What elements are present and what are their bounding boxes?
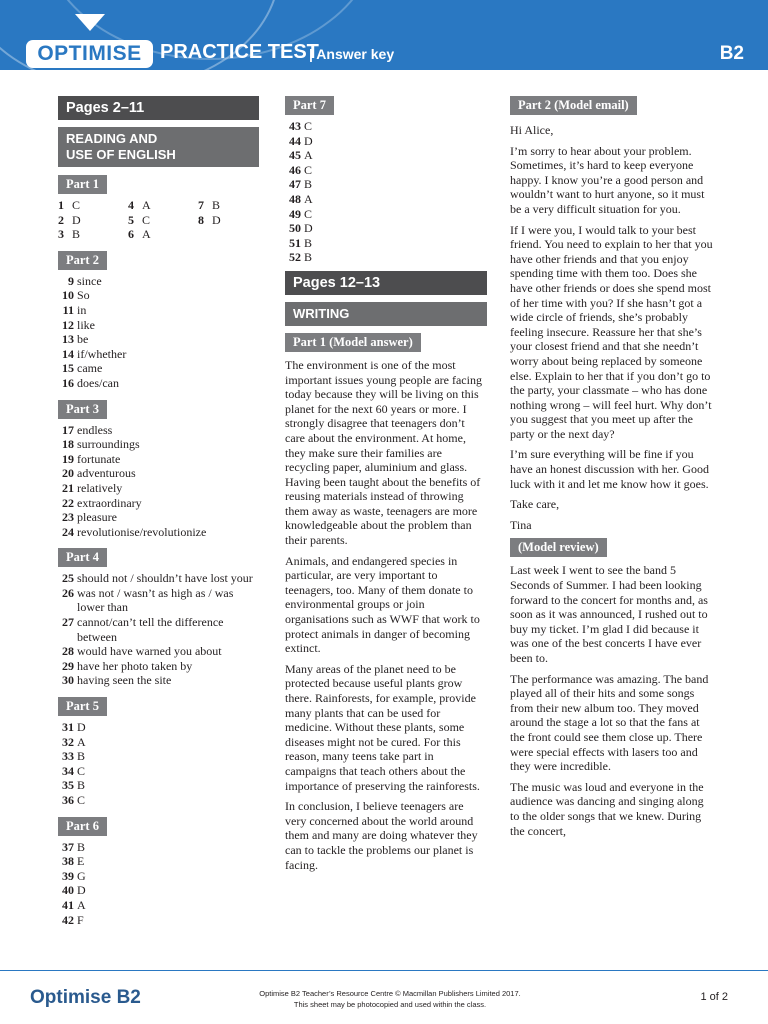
part-5-answers bbox=[58, 720, 259, 808]
pages-heading: Pages 2–11 bbox=[58, 96, 259, 120]
answer-item bbox=[58, 659, 259, 674]
answer-number: 5 bbox=[128, 212, 134, 227]
answer-number: 18 bbox=[62, 437, 74, 452]
answer-text: D bbox=[77, 720, 86, 735]
answer-number: 40 bbox=[62, 883, 74, 898]
page-subtitle: | Answer key bbox=[309, 46, 395, 62]
part-4-answers bbox=[58, 571, 259, 688]
page-title: PRACTICE TEST bbox=[160, 41, 319, 63]
email-body bbox=[510, 144, 715, 492]
paragraph: In conclusion, I believe teenagers are very concerned about the world around them and many are doing whatever they can to tackle the problems our planet is facing. bbox=[285, 799, 478, 872]
answer-item bbox=[285, 148, 487, 163]
answer-number: 12 bbox=[62, 317, 74, 332]
answer-text: pleasure bbox=[77, 510, 117, 525]
answer-text: adventurous bbox=[77, 466, 136, 481]
answer-text: revolutionise/revolutionize bbox=[77, 524, 207, 539]
answer-item bbox=[58, 510, 259, 525]
answer-item bbox=[198, 213, 258, 228]
answer-number: 43 bbox=[289, 119, 301, 133]
footer-divider bbox=[0, 970, 768, 971]
answer-number: 16 bbox=[62, 375, 74, 390]
answer-item bbox=[58, 571, 259, 586]
answer-text: cannot/can’t tell the difference between bbox=[77, 615, 224, 644]
answer-item bbox=[58, 213, 128, 228]
answer-number: 24 bbox=[62, 524, 74, 539]
answer-text: B bbox=[77, 749, 86, 764]
answer-item bbox=[58, 749, 259, 764]
answer-item bbox=[128, 213, 198, 228]
answer-number: 29 bbox=[62, 658, 74, 673]
answer-item bbox=[58, 227, 128, 242]
answer-text: have her photo taken by bbox=[77, 658, 193, 673]
answer-number: 25 bbox=[62, 571, 74, 586]
answer-number: 30 bbox=[62, 673, 74, 688]
answer-number: 21 bbox=[62, 480, 74, 495]
part-1-answers bbox=[58, 198, 259, 242]
answer-item bbox=[58, 525, 259, 540]
part-7-heading: Part 7 bbox=[285, 96, 334, 115]
answer-text: was not / wasn’t as high as / was lower than bbox=[77, 585, 234, 615]
paragraph: Last week I went to see the band 5 Seconds of Summer. I had been looking forward to the concert for months and, as soon as it was announced, I rushed out to buy my ticket. I’m glad I did because it was one of the best concerts I have ever been to. bbox=[510, 563, 708, 665]
paragraph: The environment is one of the most important issues young people are facing today because they will be living on this planet for the next 60 years or more. I strongly disagree that teenagers don’t care about the environment. At home, they make sure their families are recycling paper, aluminium and glass. Having been taught about the benefits of reusing materials instead of throwing them away as waste, teenagers are more knowledgeable about the problem than their parents. bbox=[285, 357, 482, 548]
answer-number: 27 bbox=[62, 615, 74, 630]
answer-text: C bbox=[142, 212, 151, 227]
answer-item bbox=[58, 615, 259, 644]
answer-number: 45 bbox=[289, 148, 301, 163]
answer-number: 23 bbox=[62, 510, 74, 525]
answer-text: B bbox=[77, 778, 86, 793]
answer-number: 44 bbox=[289, 133, 301, 148]
answer-number: 49 bbox=[289, 206, 301, 221]
answer-item bbox=[58, 288, 259, 303]
answer-number: 6 bbox=[128, 227, 134, 242]
answer-text: D bbox=[77, 883, 86, 898]
answer-number: 47 bbox=[289, 177, 301, 192]
answer-item bbox=[285, 221, 487, 236]
part-7-answers bbox=[285, 119, 487, 265]
answer-text: F bbox=[77, 912, 84, 927]
answer-text: So bbox=[77, 288, 90, 303]
answer-number: 38 bbox=[62, 854, 74, 869]
answer-number: 42 bbox=[62, 912, 74, 927]
paragraph: If I were you, I would talk to your best friend. You need to explain to her that you have other friends and that you enjoy spending time with them too. Does she have other friends or does she spend most of her time with you? If she hasn’t got a wide circle of friends, she’s probably feeling insecure. Reassure her that she’s your closest friend and that she needn’t worry about being replaced by someone else. Explain to her that if you don’t go to the party, your classmate – who has done nothing wrong – will feel hurt. Why don’t you suggest that you meet up after the party or the next day? bbox=[510, 222, 713, 441]
copyright-line: This sheet may be photocopied and used within the class. bbox=[293, 1000, 487, 1009]
answer-text: A bbox=[142, 198, 151, 212]
answer-text: C bbox=[304, 162, 313, 177]
page-header bbox=[0, 0, 768, 70]
part-5-heading: Part 5 bbox=[58, 697, 107, 716]
answer-text: D bbox=[212, 212, 221, 227]
answer-text: surroundings bbox=[77, 437, 140, 452]
answer-item bbox=[198, 227, 258, 242]
answer-item bbox=[285, 236, 487, 251]
answer-item bbox=[285, 163, 487, 178]
answer-number: 28 bbox=[62, 644, 74, 659]
pages-heading: Pages 12–13 bbox=[285, 271, 487, 295]
answer-text: be bbox=[77, 332, 89, 347]
paragraph: The performance was amazing. The band played all of their hits and some songs from their new album too. They moved around the stage a lot so that the fans at the front could see them close up. There were special effects with lasers too and they were incredible. bbox=[510, 671, 709, 774]
answer-number: 8 bbox=[198, 212, 204, 227]
answer-text: having seen the site bbox=[77, 673, 172, 688]
model-review-heading: (Model review) bbox=[510, 538, 607, 557]
part-2-answers bbox=[58, 274, 259, 391]
answer-number: 1 bbox=[58, 198, 64, 212]
answer-number: 26 bbox=[62, 585, 74, 600]
part-2-heading: Part 2 bbox=[58, 251, 107, 270]
answer-item bbox=[58, 764, 259, 779]
writing-part-2-heading: Part 2 (Model email) bbox=[510, 96, 637, 115]
answer-text: G bbox=[77, 868, 86, 883]
answer-item bbox=[58, 466, 259, 481]
answer-number: 13 bbox=[62, 332, 74, 347]
answer-number: 14 bbox=[62, 346, 74, 361]
answer-item bbox=[58, 318, 259, 333]
answer-item bbox=[58, 274, 259, 289]
answer-text: D bbox=[72, 212, 81, 227]
page-number: 1 of 2 bbox=[700, 991, 728, 1003]
answer-text: A bbox=[77, 734, 86, 749]
answer-text: C bbox=[304, 206, 313, 221]
answer-item bbox=[58, 913, 259, 928]
answer-number: 17 bbox=[62, 422, 74, 437]
answer-item bbox=[58, 883, 259, 898]
answer-item bbox=[58, 898, 259, 913]
answer-text: B bbox=[212, 198, 221, 212]
answer-number: 52 bbox=[289, 250, 301, 265]
answer-text: if/whether bbox=[77, 346, 127, 361]
answer-number: 9 bbox=[68, 273, 74, 288]
answer-text: came bbox=[77, 361, 103, 376]
answer-number: 4 bbox=[128, 198, 134, 212]
answer-item bbox=[58, 376, 259, 391]
answer-text: A bbox=[142, 227, 151, 242]
answer-number: 33 bbox=[62, 749, 74, 764]
answer-item bbox=[58, 735, 259, 750]
answer-number: 41 bbox=[62, 897, 74, 912]
answer-text: B bbox=[304, 250, 313, 265]
answer-text: A bbox=[304, 191, 313, 206]
answer-item bbox=[285, 177, 487, 192]
answer-number: 11 bbox=[62, 302, 74, 317]
footer-copyright bbox=[220, 988, 560, 1010]
answer-text: D bbox=[304, 133, 313, 148]
answer-item bbox=[58, 347, 259, 362]
answer-number: 39 bbox=[62, 868, 74, 883]
answer-number: 31 bbox=[62, 720, 74, 735]
answer-text: B bbox=[304, 235, 313, 250]
answer-text: does/can bbox=[77, 375, 119, 390]
paragraph: I’m sorry to hear about your problem. Sometimes, it’s hard to keep everyone happy. I know you’re a good person and wouldn’t want to hurt anyone, so it must be a very difficult situation for you. bbox=[510, 143, 705, 216]
answer-item bbox=[58, 437, 259, 452]
answer-number: 2 bbox=[58, 212, 64, 227]
answer-item bbox=[58, 869, 259, 884]
part-1-heading: Part 1 bbox=[58, 175, 107, 194]
triangle-down-icon bbox=[75, 14, 105, 31]
answer-text: should not / shouldn’t have lost your bbox=[77, 571, 253, 586]
answer-text: E bbox=[77, 854, 85, 869]
answer-text: extraordinary bbox=[77, 495, 142, 510]
part-4-heading: Part 4 bbox=[58, 548, 107, 567]
answer-number: 3 bbox=[58, 227, 64, 242]
answer-number: 34 bbox=[62, 763, 74, 778]
answer-text: A bbox=[304, 148, 313, 163]
answer-item bbox=[198, 198, 258, 213]
answer-text: endless bbox=[77, 422, 113, 437]
answer-text: C bbox=[77, 763, 86, 778]
answer-item bbox=[58, 673, 259, 688]
answer-item bbox=[58, 423, 259, 438]
answer-item bbox=[58, 496, 259, 511]
answer-item bbox=[58, 361, 259, 376]
level-label: B2 bbox=[719, 43, 744, 64]
paragraph: Many areas of the planet need to be protected because useful plants grow there. Rainforests, for example, provide many plants that can be used for medicine. Without these plants, some diseases might not be cured. For this reason, many teens take part in campaigns that teach others about the importance of preserving the rainforests. bbox=[285, 661, 480, 793]
paragraph: Animals, and endangered species in particular, are very important to teenagers, too. Many of them donate to environmental groups or join organisations such as WWF that work to protect animals in danger of becoming extinct. bbox=[285, 553, 480, 656]
answer-number: 20 bbox=[62, 466, 74, 481]
answer-item bbox=[58, 198, 128, 213]
answer-text: would have warned you about bbox=[77, 644, 222, 659]
answer-number: 50 bbox=[289, 221, 301, 236]
answer-text: B bbox=[304, 177, 313, 192]
answer-item bbox=[58, 644, 259, 659]
answer-text: C bbox=[72, 198, 81, 212]
column-1 bbox=[58, 96, 259, 927]
answer-number: 7 bbox=[198, 198, 204, 212]
answer-item bbox=[128, 198, 198, 213]
column-2 bbox=[285, 96, 487, 878]
answer-item bbox=[285, 119, 487, 134]
answer-number: 19 bbox=[62, 451, 74, 466]
section-heading bbox=[58, 127, 259, 167]
answer-text: fortunate bbox=[77, 451, 121, 466]
answer-text: relatively bbox=[77, 480, 123, 495]
section-heading-line: READING AND bbox=[66, 131, 158, 146]
answer-item bbox=[58, 778, 259, 793]
answer-item bbox=[58, 332, 259, 347]
answer-item bbox=[285, 134, 487, 149]
optimise-logo: OPTIMISE bbox=[26, 40, 153, 68]
answer-text: since bbox=[77, 273, 102, 288]
answer-item bbox=[58, 840, 259, 855]
answer-number: 32 bbox=[62, 734, 74, 749]
email-greeting: Hi Alice, bbox=[510, 123, 554, 137]
answer-item bbox=[285, 207, 487, 222]
answer-number: 15 bbox=[62, 361, 74, 376]
answer-item bbox=[128, 227, 198, 242]
writing-part-1-heading: Part 1 (Model answer) bbox=[285, 333, 421, 352]
answer-item bbox=[58, 793, 259, 808]
answer-number: 48 bbox=[289, 191, 301, 206]
answer-number: 35 bbox=[62, 778, 74, 793]
column-3 bbox=[510, 96, 715, 844]
section-heading-line: USE OF ENGLISH bbox=[66, 147, 176, 162]
answer-number: 10 bbox=[62, 288, 74, 303]
answer-item bbox=[58, 586, 259, 615]
answer-number: 46 bbox=[289, 162, 301, 177]
answer-text: C bbox=[77, 793, 86, 807]
paragraph: I’m sure everything will be fine if you have an honest discussion with her. Good luck with it and let me know how it goes. bbox=[510, 447, 709, 491]
answer-text: B bbox=[77, 839, 86, 854]
answer-item bbox=[58, 481, 259, 496]
copyright-line: Optimise B2 Teacher’s Resource Centre © Macmillan Publishers Limited 2017. bbox=[259, 989, 521, 998]
answer-number: 51 bbox=[289, 235, 301, 250]
part-6-answers bbox=[58, 840, 259, 928]
answer-text: C bbox=[304, 119, 313, 133]
answer-text: A bbox=[77, 897, 86, 912]
answer-item bbox=[285, 192, 487, 207]
paragraph: The music was loud and everyone in the audience was dancing and singing along to the older songs that we knew. During the concert, bbox=[510, 779, 704, 838]
email-signature: Tina bbox=[510, 517, 532, 532]
answer-item bbox=[285, 250, 487, 265]
review-body bbox=[510, 563, 715, 838]
answer-number: 36 bbox=[62, 793, 74, 807]
part-3-answers bbox=[58, 423, 259, 540]
answer-item bbox=[58, 452, 259, 467]
answer-item bbox=[58, 303, 259, 318]
answer-text: B bbox=[72, 227, 81, 242]
model-answer-text bbox=[285, 358, 487, 872]
answer-item bbox=[58, 720, 259, 735]
answer-item bbox=[58, 854, 259, 869]
part-3-heading: Part 3 bbox=[58, 400, 107, 419]
answer-number: 37 bbox=[62, 839, 74, 854]
email-signoff: Take care, bbox=[510, 497, 560, 512]
answer-text: like bbox=[77, 317, 95, 332]
part-6-heading: Part 6 bbox=[58, 817, 107, 836]
section-heading: WRITING bbox=[285, 302, 487, 326]
answer-text: in bbox=[77, 302, 87, 317]
answer-number: 22 bbox=[62, 495, 74, 510]
footer-brand: Optimise B2 bbox=[30, 987, 141, 1008]
answer-text: D bbox=[304, 221, 313, 236]
